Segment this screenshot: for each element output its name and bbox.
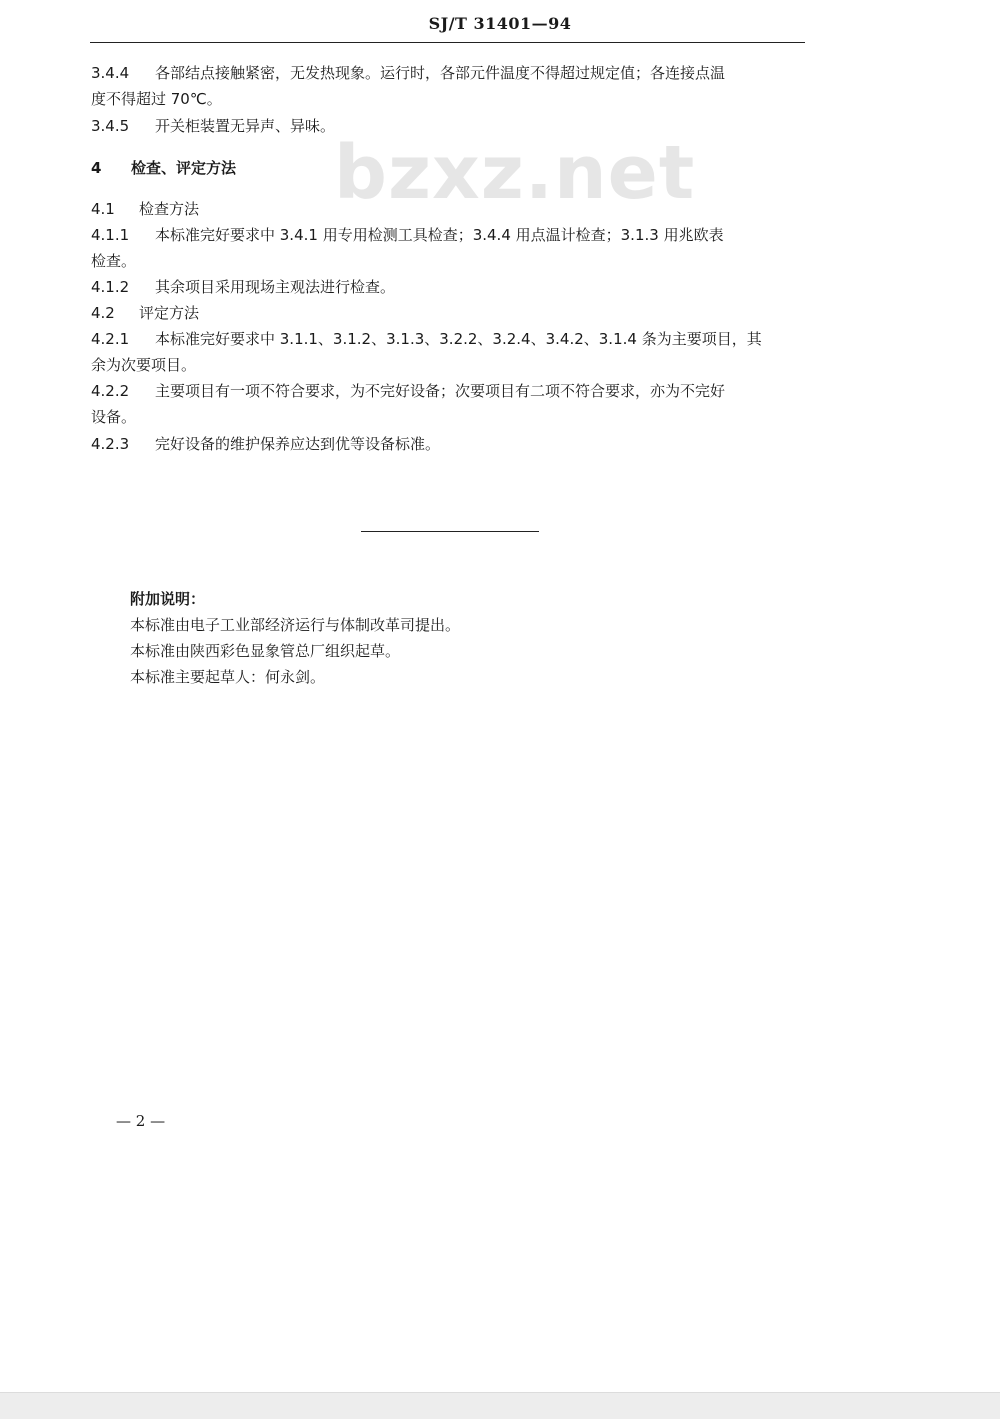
clause-number: 4.1.2 <box>91 278 130 296</box>
clause-text: 其余项目采用现场主观法进行检查。 <box>155 278 396 296</box>
clause-text: 完好设备的维护保养应达到优等设备标准。 <box>155 435 441 453</box>
clause-number: 3.4.5 <box>91 117 130 135</box>
document-code-header: SJ/T 31401—94 <box>428 14 572 33</box>
clause-text: 本标准完好要求中 3.1.1、3.1.2、3.1.3、3.2.2、3.2.4、3.4.2、3.1.4 条为主要项目，其 <box>155 330 762 348</box>
additional-note-line: 本标准由电子工业部经济运行与体制改革司提出。 <box>130 616 461 634</box>
additional-notes-title: 附加说明： <box>130 590 206 608</box>
clause-3-4-5 <box>91 116 335 136</box>
section-title: 检查方法 <box>139 200 200 218</box>
clause-text: 开关柜装置无异声、异味。 <box>155 117 336 135</box>
clause-3-4-4 <box>91 63 725 83</box>
section-number: 4.1 <box>91 200 115 218</box>
clause-number: 4.2.2 <box>91 382 130 400</box>
clause-4-2-3 <box>91 434 440 454</box>
section-number: 4.2 <box>91 304 115 322</box>
clause-3-4-4-continuation: 度不得超过 70℃。 <box>91 90 222 108</box>
clause-text: 主要项目有一项不符合要求，为不完好设备；次要项目有二项不符合要求，亦为不完好 <box>155 382 726 400</box>
end-of-text-rule <box>361 531 539 532</box>
clause-number: 4.2.1 <box>91 330 130 348</box>
clause-text: 各部结点接触紧密，无发热现象。运行时，各部元件温度不得超过规定值；各连接点温 <box>155 64 726 82</box>
section-title: 检查、评定方法 <box>131 159 237 177</box>
clause-4-1-1-continuation: 检查。 <box>91 252 137 270</box>
section-4-1-heading <box>91 199 199 219</box>
clause-4-2-1 <box>91 329 762 349</box>
watermark: bzxz.net <box>334 130 696 216</box>
section-4-2-heading <box>91 303 199 323</box>
page-number: — 2 — <box>116 1112 166 1130</box>
clause-number: 4.1.1 <box>91 226 130 244</box>
section-4-heading <box>91 158 236 178</box>
clause-4-2-2 <box>91 381 725 401</box>
clause-4-1-2 <box>91 277 395 297</box>
clause-4-2-2-continuation: 设备。 <box>91 408 137 426</box>
clause-text: 本标准完好要求中 3.4.1 用专用检测工具检查；3.4.4 用点温计检查；3.1.3 用兆欧表 <box>155 226 724 244</box>
page-bottom-edge <box>0 1392 1000 1419</box>
clause-number: 3.4.4 <box>91 64 130 82</box>
header-rule <box>90 42 805 43</box>
clause-4-1-1 <box>91 225 724 245</box>
section-title: 评定方法 <box>139 304 200 322</box>
clause-4-2-1-continuation: 余为次要项目。 <box>91 356 197 374</box>
clause-number: 4.2.3 <box>91 435 130 453</box>
additional-note-line: 本标准主要起草人：何永剑。 <box>130 668 326 686</box>
section-number: 4 <box>91 159 102 177</box>
additional-note-line: 本标准由陕西彩色显象管总厂组织起草。 <box>130 642 401 660</box>
